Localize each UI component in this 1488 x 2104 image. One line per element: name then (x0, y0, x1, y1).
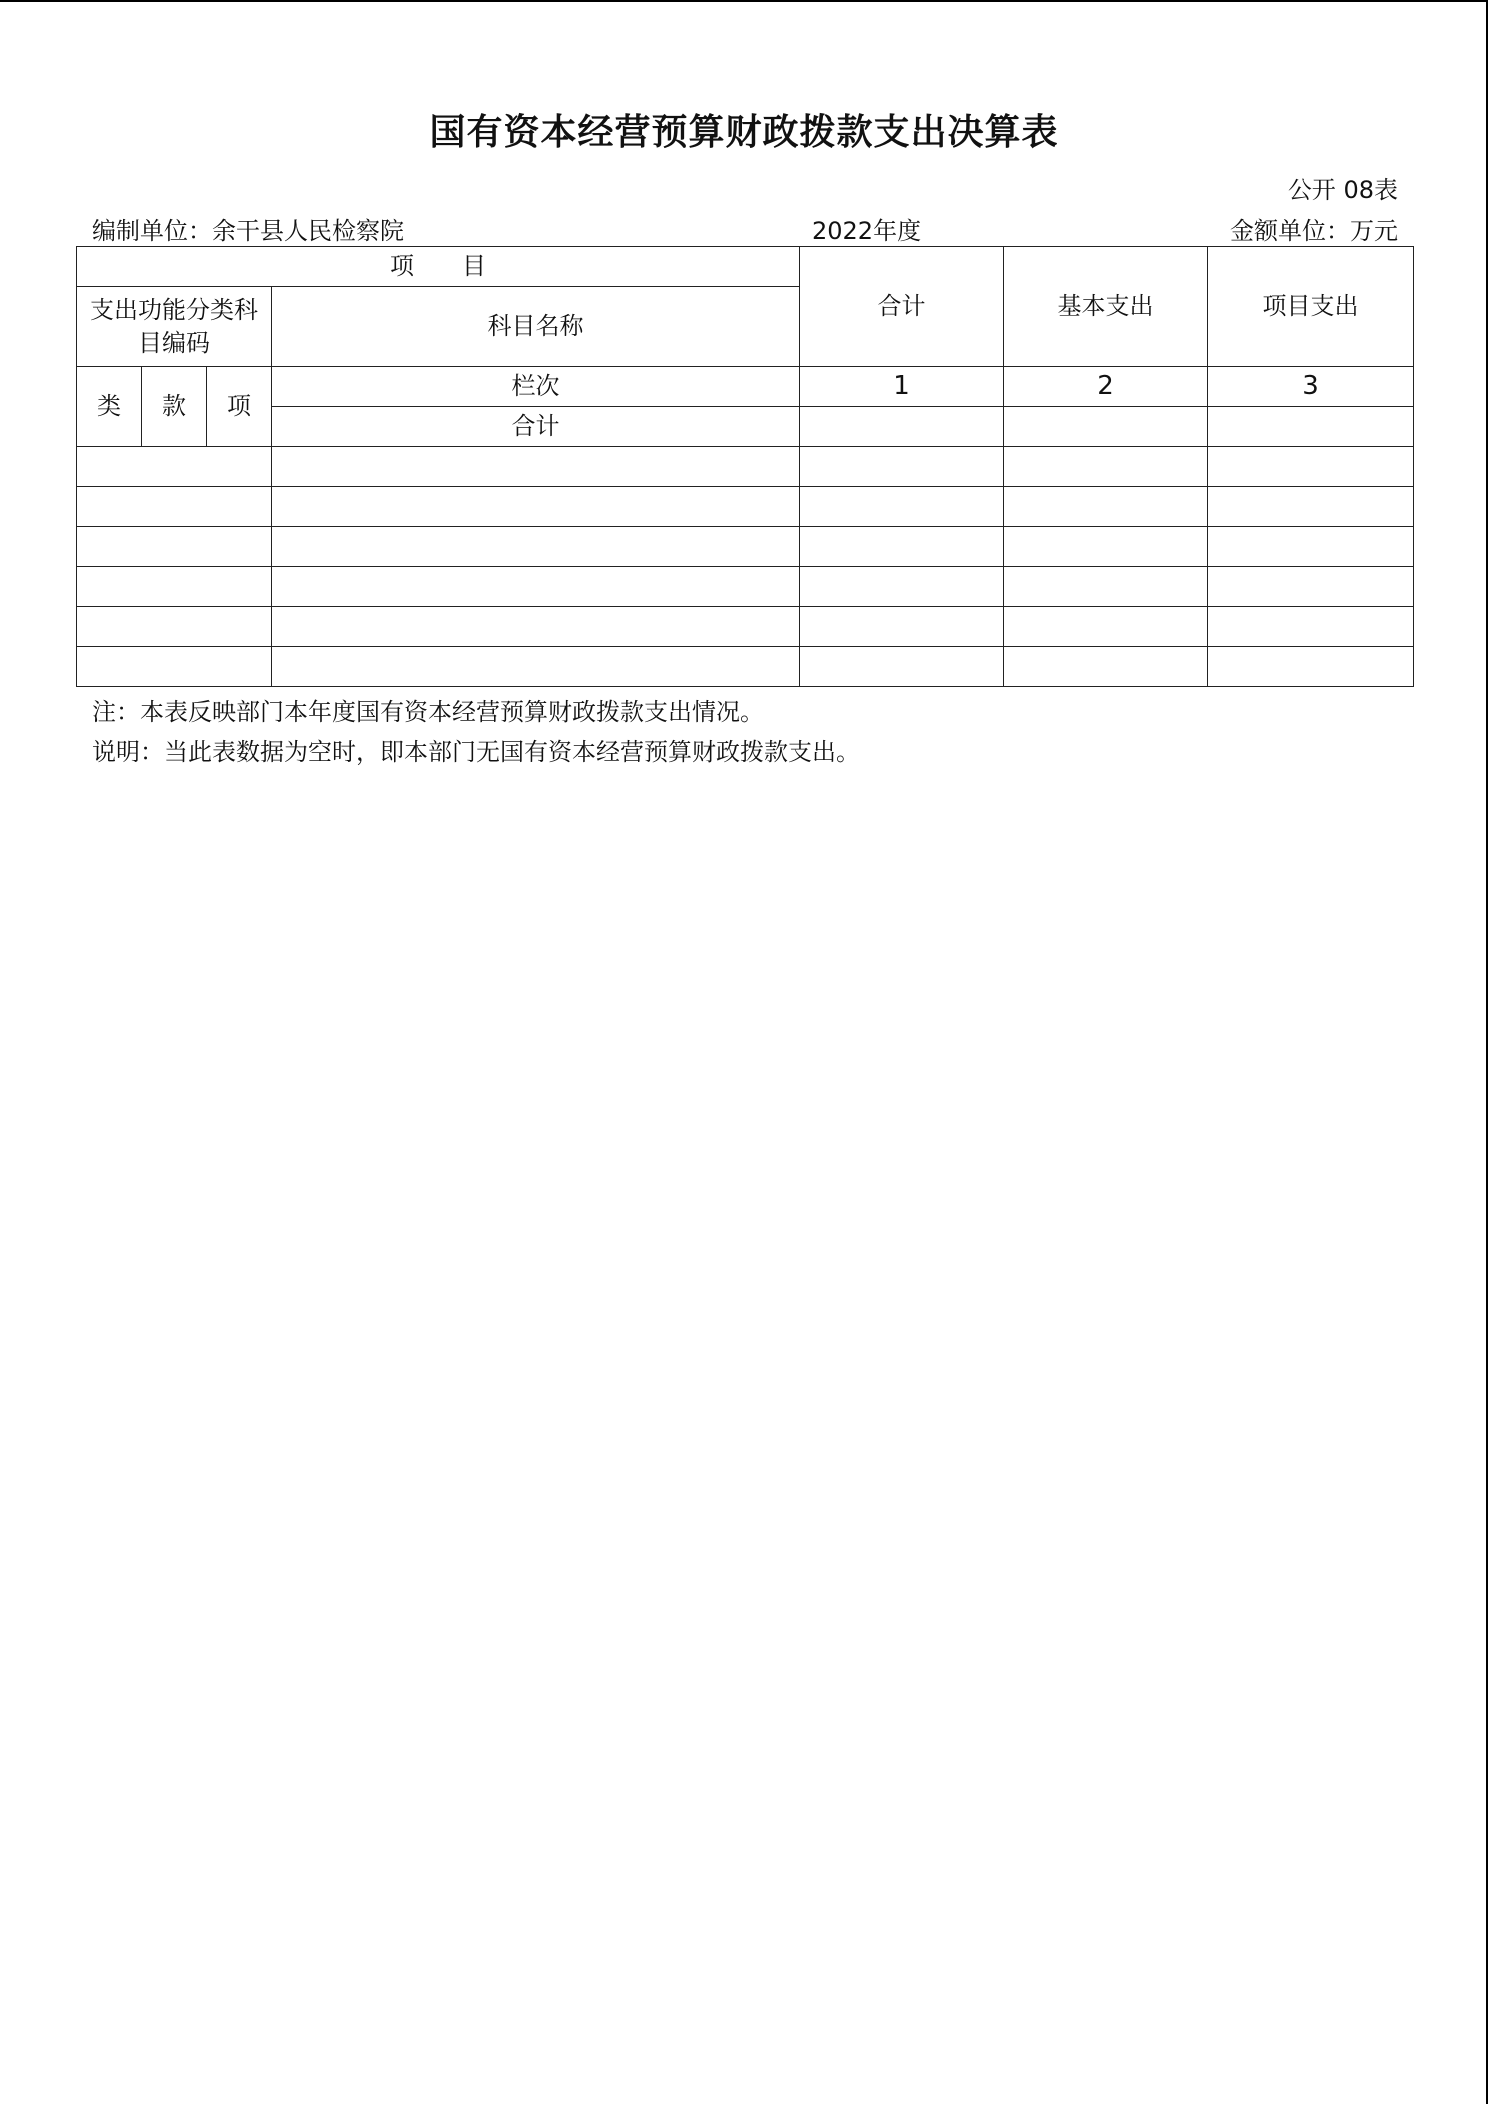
project-cell (1208, 647, 1414, 687)
table-row (77, 527, 1414, 567)
code-cell (77, 527, 272, 567)
basic-cell (1004, 567, 1208, 607)
header-total: 合计 (800, 247, 1004, 367)
code-cell (77, 447, 272, 487)
col-lei: 类 (77, 367, 142, 447)
project-cell (1208, 607, 1414, 647)
fiscal-year-number: 2022 (812, 217, 874, 245)
basic-cell (1004, 527, 1208, 567)
code-cell (77, 607, 272, 647)
project-cell (1208, 487, 1414, 527)
total-cell (800, 607, 1004, 647)
table-row (77, 607, 1414, 647)
total-cell (800, 647, 1004, 687)
form-code (1288, 170, 1398, 205)
row-total-label: 合计 (272, 407, 800, 447)
basic-cell (1004, 647, 1208, 687)
project-cell (1208, 447, 1414, 487)
notes (92, 692, 860, 772)
money-unit: 金额单位：万元 (1230, 217, 1398, 245)
fiscal-year (812, 211, 921, 246)
col-xiang: 项 (207, 367, 272, 447)
header-row-1 (77, 247, 1414, 287)
total-cell (800, 567, 1004, 607)
page-title: 国有资本经营预算财政拨款支出决算表 (429, 112, 1059, 153)
col-num-2: 2 (1004, 367, 1208, 407)
header-project: 项目支出 (1208, 247, 1414, 367)
compiling-unit: 编制单位：余干县人民检察院 (92, 217, 404, 245)
subject-name-cell (272, 527, 800, 567)
total-row (77, 407, 1414, 447)
col-num-3: 3 (1208, 367, 1414, 407)
col-num-1: 1 (800, 367, 1004, 407)
total-cell-total (800, 407, 1004, 447)
lanci-row (77, 367, 1414, 407)
project-cell (1208, 527, 1414, 567)
row-lanci-label: 栏次 (272, 367, 800, 407)
form-code-number: 08 (1343, 176, 1374, 204)
subject-name-cell (272, 567, 800, 607)
project-cell (1208, 567, 1414, 607)
note-1: 注：本表反映部门本年度国有资本经营预算财政拨款支出情况。 (92, 698, 764, 726)
form-code-prefix: 公开 (1287, 176, 1336, 204)
page-border-top (0, 0, 1488, 2)
table-row (77, 567, 1414, 607)
budget-table (76, 246, 1414, 687)
total-cell-basic (1004, 407, 1208, 447)
note-2: 说明：当此表数据为空时，即本部门无国有资本经营预算财政拨款支出。 (92, 738, 860, 766)
header-func-class: 支出功能分类科目编码 (77, 287, 272, 367)
basic-cell (1004, 487, 1208, 527)
total-cell (800, 487, 1004, 527)
header-basic: 基本支出 (1004, 247, 1208, 367)
budget-table-body (77, 247, 1414, 687)
total-cell (800, 447, 1004, 487)
form-code-suffix: 表 (1374, 176, 1398, 204)
subject-name-cell (272, 607, 800, 647)
fiscal-year-suffix: 年度 (873, 217, 922, 245)
subject-name-cell (272, 487, 800, 527)
total-cell-project (1208, 407, 1414, 447)
header-item: 项 目 (77, 247, 800, 287)
table-row (77, 647, 1414, 687)
header-subject-name: 科目名称 (272, 287, 800, 367)
code-cell (77, 647, 272, 687)
subject-name-cell (272, 647, 800, 687)
basic-cell (1004, 447, 1208, 487)
code-cell (77, 487, 272, 527)
subject-name-cell (272, 447, 800, 487)
col-kuan: 款 (142, 367, 207, 447)
basic-cell (1004, 607, 1208, 647)
code-cell (77, 567, 272, 607)
table-row (77, 447, 1414, 487)
table-row (77, 487, 1414, 527)
total-cell (800, 527, 1004, 567)
